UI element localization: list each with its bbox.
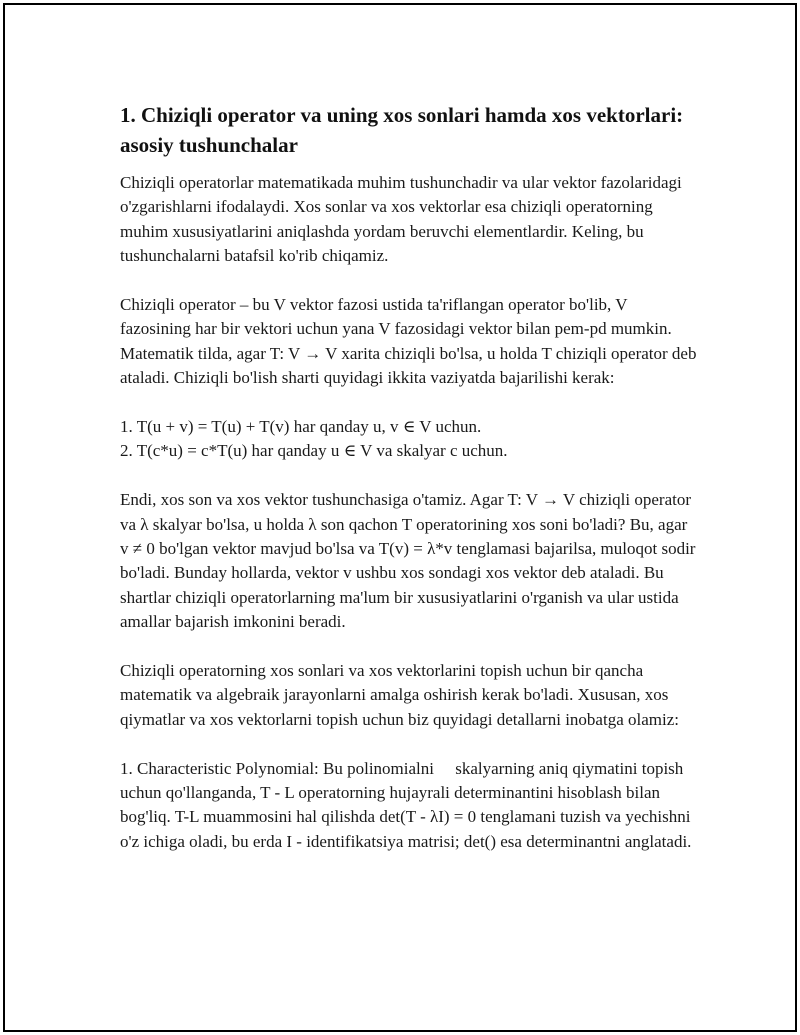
paragraph-gap [120, 391, 700, 415]
condition-item-1: 1. T(u + v) = T(u) + T(v) har qanday u, v ∈ V uchun. [120, 417, 482, 437]
paragraph-gap [120, 635, 700, 659]
condition-item-2: 2. T(c*u) = c*T(u) har qanday u ∈ V va skalyar c uchun. [120, 441, 508, 461]
paragraph-gap [120, 732, 700, 756]
document-page [3, 3, 797, 1032]
section-heading: 1. Chiziqli operator va uning xos sonlari hamda xos vektorlari: asosiy tushunchalar [120, 103, 684, 157]
paragraph-gap [120, 464, 700, 488]
polynomial-paragraph: 1. Characteristic Polynomial: Bu polinomialni skalyarning aniq qiymatini topish uchun qo'llanganda, T - L operatorning hujayrali determinantini hisoblash bilan bog'liq. T-L muammosini hal qilishda det(T - λI) = 0 tenglamani tuzish va yechishni o'z ichiga oladi, bu erda I - identifikatsiya matrisi; det() esa determinantni anglatadi. [120, 758, 695, 851]
eigen-paragraph: Endi, xos son va xos vektor tushunchasiga o'tamiz. Agar T: V → V chiziqli operator va λ skalyar bo'lsa, u holda λ son qachon T operatorining xos soni bo'ladi? Bu, agar v ≠ 0 bo'lgan vektor mavjud bo'lsa va T(v) = λ*v tenglamasi bajarilsa, muloqot sodir bo'ladi. Bunday hollarda, vektor v ushbu xos sondagi xos vektor deb ataladi. Bu shartlar chiziqli operatorlarning ma'lum bir xususiyatlarini o'rganish va ular ustida amallar bajarish imkonini beradi. [120, 490, 696, 632]
document-body [120, 100, 700, 854]
paragraph-gap [120, 269, 700, 293]
definition-paragraph: Chiziqli operator – bu V vektor fazosi ustida ta'riflangan operator bo'lib, V fazosining har bir vektori uchun yana V fazosidagi vektor bilan pem-pd mumkin. Matematik tilda, agar T: V → V xarita chiziqli bo'lsa, u holda T chiziqli operator deb ataladi. Chiziqli bo'lish sharti quyidagi ikkita vaziyatda bajarilishi kerak: [120, 295, 697, 388]
intro-paragraph: Chiziqli operatorlar matematikada muhim tushunchadir va ular vektor fazolaridagi o'zgarishlarni ifodalaydi. Xos sonlar va xos vektorlar esa chiziqli operatorning muhim xususiyatlarini aniqlashda yordam beruvchi elementlardir. Keling, bu tushunchalarni batafsil ko'rib chiqamiz. [120, 173, 682, 266]
method-paragraph: Chiziqli operatorning xos sonlari va xos vektorlarini topish uchun bir qancha matematik va algebraik jarayonlarni amalga oshirish kerak bo'ladi. Xususan, xos qiymatlar va xos vektorlarni topish uchun biz quyidagi detallarni inobatga olamiz: [120, 661, 679, 729]
